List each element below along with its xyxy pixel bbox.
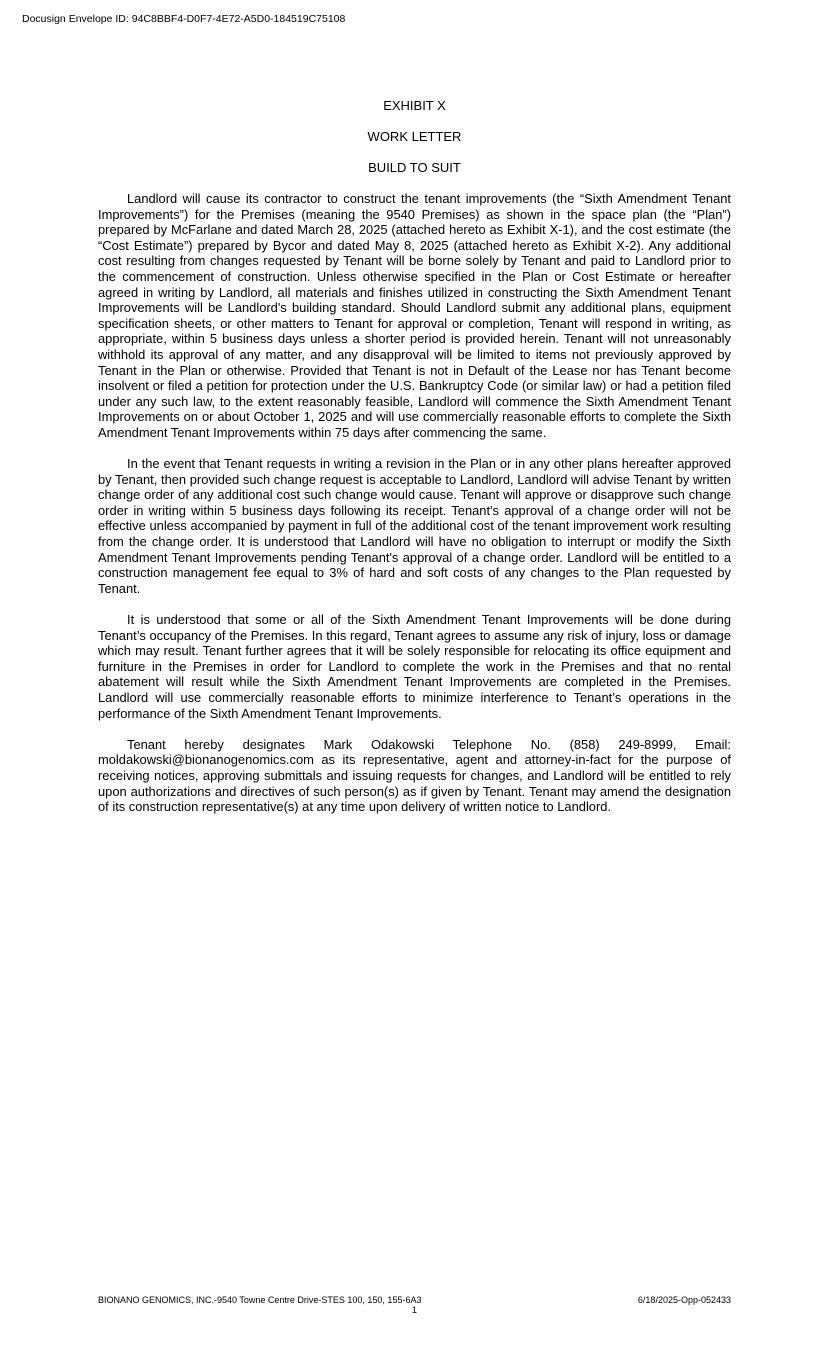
footer-reference: 6/18/2025-Opp-052433 [637, 1295, 731, 1305]
document-body [98, 191, 731, 830]
build-to-suit-heading: BUILD TO SUIT [368, 160, 461, 175]
exhibit-heading: EXHIBIT X [383, 98, 446, 113]
paragraph-construction: Landlord will cause its contractor to construct the tenant improvements (the “Sixth Amendment Tenant Improvements”) for the Premises (meaning the 9540 Premises) as shown in the space plan (the “Plan”) prepared by McFarlane and dated March 28, 2025 (attached hereto as Exhibit X-1), and the cost estimate (the “Cost Estimate”) prepared by Bycor and dated May 8, 2025 (attached hereto as Exhibit X-2). Any additional cost resulting from changes requested by Tenant will be borne solely by Tenant and paid to Landlord prior to the commencement of construction. Unless otherwise specified in the Plan or Cost Estimate or hereafter agreed in writing by Landlord, all materials and finishes utilized in constructing the Sixth Amendment Tenant Improvements will be Landlord's building standard. Should Landlord submit any additional plans, equipment specification sheets, or other matters to Tenant for approval or completion, Tenant will respond in writing, as appropriate, within 5 business days unless a shorter period is provided herein. Tenant will not unreasonably withhold its approval of any matter, and any disapproval will be limited to items not previously approved by Tenant in the Plan or otherwise. Provided that Tenant is not in Default of the Lease nor has Tenant become insolvent or filed a petition for protection under the U.S. Bankruptcy Code (or similar law) or had a petition filed under any such law, to the extent reasonably feasible, Landlord will commence the Sixth Amendment Tenant Improvements on or about October 1, 2025 and will use commercially reasonable efforts to complete the Sixth Amendment Tenant Improvements within 75 days after commencing the same. [98, 191, 731, 440]
paragraph-representative: Tenant hereby designates Mark Odakowski Telephone No. (858) 249-8999, Email: moldakowski@bionanogenomics.com as its representative, agent and attorney-in-fact for the purpose of receiving notices, approving submittals and issuing requests for changes, and Landlord will be entitled to rely upon authorizations and directives of such person(s) as if given by Tenant. Tenant may amend the designation of its construction representative(s) at any time upon delivery of written notice to Landlord. [98, 736, 731, 815]
footer-address: BIONANO GENOMICS, INC.-9540 Towne Centre Drive-STES 100, 150, 155-6A3 [98, 1295, 422, 1305]
paragraph-change-orders: In the event that Tenant requests in writing a revision in the Plan or in any other plans hereafter approved by Tenant, then provided such change request is acceptable to Landlord, Landlord will advise Tenant by written change order of any additional cost such change would cause. Tenant will approve or disapprove such change order in writing within 5 business days following its receipt. Tenant's approval of a change order will not be effective unless accompanied by payment in full of the additional cost of the tenant improvement work resulting from the change order. It is understood that Landlord will have no obligation to interrupt or modify the Sixth Amendment Tenant Improvements pending Tenant's approval of a change order. Landlord will be entitled to a construction management fee equal to 3% of hard and soft costs of any changes to the Plan requested by Tenant. [98, 456, 731, 596]
paragraph-occupancy: It is understood that some or all of the Sixth Amendment Tenant Improvements will be done during Tenant’s occupancy of the Premises. In this regard, Tenant agrees to assume any risk of injury, loss or damage which may result. Tenant further agrees that it will be solely responsible for relocating its office equipment and furniture in the Premises in order for Landlord to complete the work in the Premises and that no rental abatement will result while the Sixth Amendment Tenant Improvements are completed in the Premises. Landlord will use commercially reasonable efforts to minimize interference to Tenant’s operations in the performance of the Sixth Amendment Tenant Improvements. [98, 612, 731, 721]
work-letter-heading: WORK LETTER [367, 129, 462, 144]
page-number: 1 [411, 1305, 417, 1315]
envelope-id: Docusign Envelope ID: 94C8BBF4-D0F7-4E72-A5D0-184519C75108 [22, 13, 346, 25]
